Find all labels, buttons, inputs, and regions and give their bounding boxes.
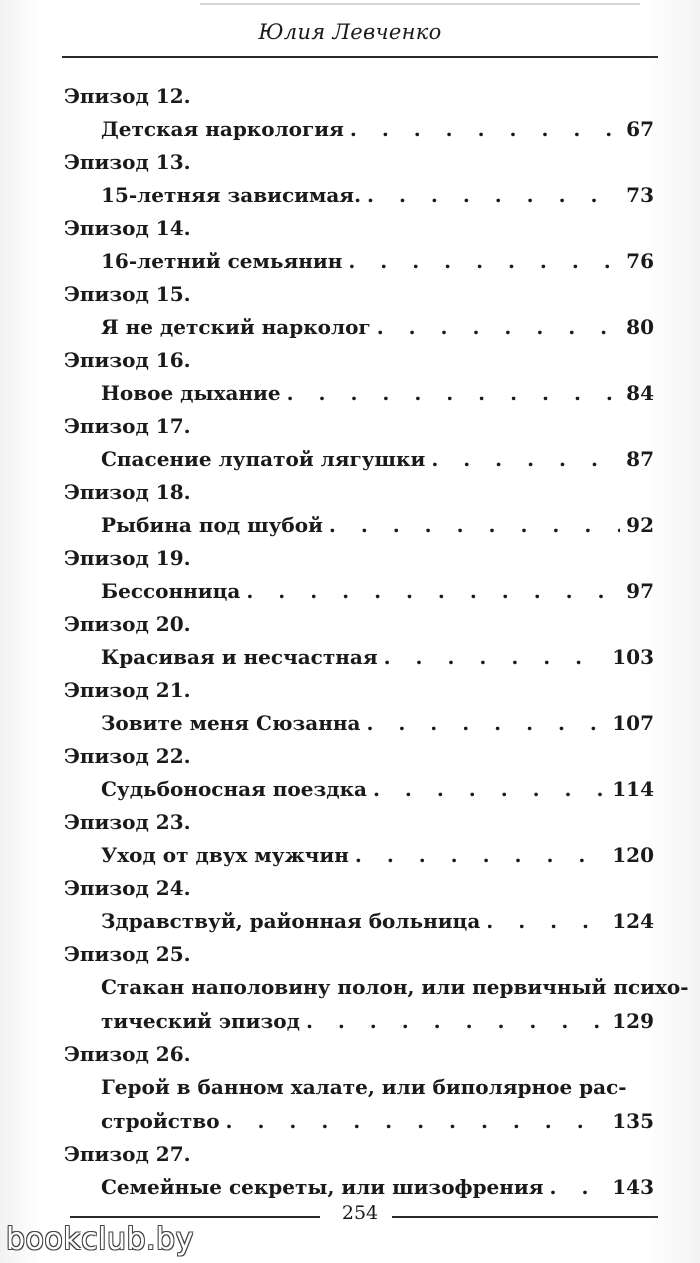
toc-episode-label: Эпизод 13. (64, 150, 191, 174)
running-header-author: Юлия Левченко (258, 20, 442, 44)
header-rule (62, 56, 658, 58)
toc-title: Здравствуй, районная больница (101, 909, 481, 933)
toc-episode-label: Эпизод 16. (64, 348, 191, 372)
toc-episode-label: Эпизод 14. (64, 216, 191, 240)
toc-episode-label: Эпизод 17. (64, 414, 191, 438)
toc-title-line (101, 904, 654, 938)
top-edge-rule (200, 3, 640, 5)
toc-episode-label: Эпизод 23. (64, 810, 191, 834)
toc-leader-dots (431, 442, 620, 476)
toc-title: Зовите меня Сюзанна (101, 711, 361, 735)
toc-title: 16-летний семьянин (101, 249, 343, 273)
toc-title-line (101, 640, 654, 674)
toc-entry (64, 212, 654, 278)
toc-title-line (101, 112, 654, 146)
toc-title: Рыбина под шубой (101, 513, 323, 537)
toc-leader-dots (287, 376, 621, 410)
toc-leader-dots (486, 904, 606, 938)
toc-title-line (101, 1004, 654, 1038)
toc-entry (64, 740, 654, 806)
toc-title: 15-летняя зависимая. (101, 183, 362, 207)
toc-leader-dots (367, 178, 620, 212)
toc-episode-label: Эпизод 22. (64, 744, 191, 768)
toc-page-number: 92 (626, 513, 654, 537)
toc-title: Спасение лупатой лягушки (101, 447, 426, 471)
toc-entry (64, 476, 654, 542)
footer-rule-left (70, 1216, 320, 1218)
toc-episode-label: Эпизод 12. (64, 84, 191, 108)
toc-leader-dots (377, 310, 620, 344)
toc-episode-label: Эпизод 26. (64, 1042, 191, 1066)
toc-title: Новое дыхание (101, 381, 281, 405)
table-of-contents (64, 80, 689, 1204)
toc-title-line (101, 838, 654, 872)
toc-leader-dots (355, 838, 606, 872)
toc-entry (64, 1138, 654, 1204)
toc-entry (64, 938, 689, 1038)
toc-leader-dots (350, 112, 620, 146)
toc-episode-label: Эпизод 18. (64, 480, 191, 504)
toc-title: Семейные секреты, или шизофрения (101, 1175, 544, 1199)
toc-title-line (101, 772, 654, 806)
toc-episode-label: Эпизод 24. (64, 876, 191, 900)
toc-leader-dots (226, 1104, 607, 1138)
toc-page-number: 107 (612, 711, 654, 735)
toc-title: Судьбоносная поездка (101, 777, 367, 801)
toc-leader-dots (366, 706, 606, 740)
toc-entry (64, 674, 654, 740)
toc-page-number: 120 (612, 843, 654, 867)
toc-entry (64, 410, 654, 476)
toc-leader-dots (384, 640, 607, 674)
toc-leader-dots (348, 244, 620, 278)
toc-page-number: 67 (626, 117, 654, 141)
toc-page-number: 135 (612, 1109, 654, 1133)
toc-leader-dots (306, 1004, 606, 1038)
toc-title-line (101, 244, 654, 278)
toc-episode-label: Эпизод 25. (64, 942, 191, 966)
toc-title: Герой в банном халате, или биполярное рас- (101, 1075, 627, 1099)
toc-entry (64, 80, 654, 146)
toc-entry (64, 542, 654, 608)
toc-title-line-continued (101, 970, 689, 1004)
toc-page-number: 124 (612, 909, 654, 933)
toc-title: Бессонница (101, 579, 241, 603)
toc-title: тический эпизод (101, 1009, 300, 1033)
toc-leader-dots (246, 574, 620, 608)
toc-title-line (101, 1170, 654, 1204)
toc-entry (64, 344, 654, 410)
toc-leader-dots (329, 508, 620, 542)
toc-title-line (101, 706, 654, 740)
toc-episode-label: Эпизод 21. (64, 678, 191, 702)
footer-rule-right (392, 1216, 658, 1218)
toc-episode-label: Эпизод 15. (64, 282, 191, 306)
toc-episode-label: Эпизод 27. (64, 1142, 191, 1166)
toc-entry (64, 1038, 654, 1138)
toc-title: Красивая и несчастная (101, 645, 378, 669)
toc-page-number: 84 (626, 381, 654, 405)
toc-page-number: 143 (612, 1175, 654, 1199)
toc-episode-label: Эпизод 20. (64, 612, 191, 636)
toc-entry (64, 278, 654, 344)
toc-title-line (101, 376, 654, 410)
toc-title-line (101, 310, 654, 344)
toc-page-number: 80 (626, 315, 654, 339)
page-number: 254 (341, 1202, 379, 1224)
toc-page-number: 76 (626, 249, 654, 273)
toc-episode-label: Эпизод 19. (64, 546, 191, 570)
toc-page-number: 87 (626, 447, 654, 471)
toc-title-line-continued (101, 1070, 654, 1104)
toc-page-number: 103 (612, 645, 654, 669)
toc-title: стройство (101, 1109, 220, 1133)
toc-title-line (101, 178, 654, 212)
toc-entry (64, 806, 654, 872)
toc-leader-dots (373, 772, 606, 806)
toc-entry (64, 146, 654, 212)
toc-title: Детская наркология (101, 117, 344, 141)
toc-page-number: 97 (626, 579, 654, 603)
toc-title-line (101, 508, 654, 542)
toc-page-number: 73 (626, 183, 654, 207)
toc-title-line (101, 574, 654, 608)
toc-title: Я не детский нарколог (101, 315, 371, 339)
toc-leader-dots (550, 1170, 607, 1204)
toc-title-line (101, 1104, 654, 1138)
toc-page-number: 114 (612, 777, 654, 801)
toc-title: Стакан наполовину полон, или первичный психо- (101, 975, 689, 999)
toc-entry (64, 872, 654, 938)
toc-page-number: 129 (612, 1009, 654, 1033)
toc-title-line (101, 442, 654, 476)
watermark: bookclub.by (6, 1222, 194, 1257)
toc-title: Уход от двух мужчин (101, 843, 349, 867)
toc-entry (64, 608, 654, 674)
